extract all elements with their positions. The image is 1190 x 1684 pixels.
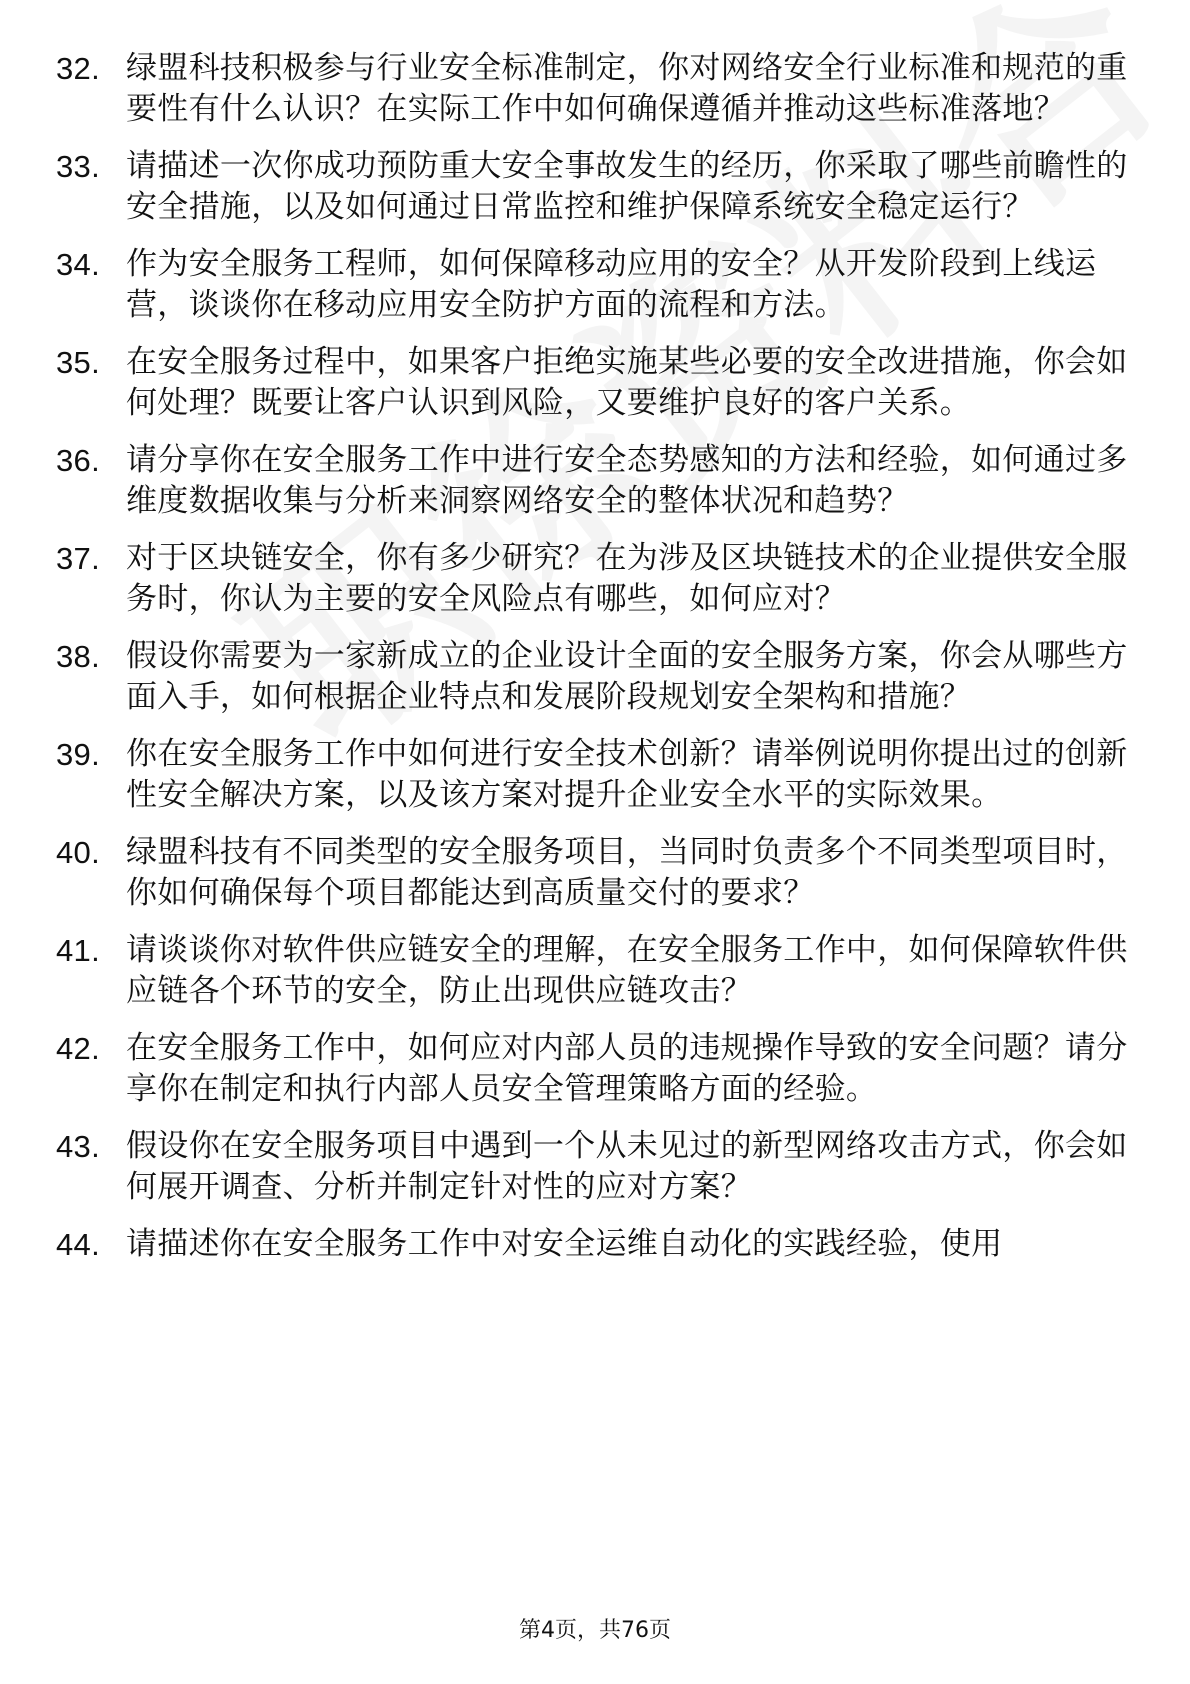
question-text: 对于区块链安全，你有多少研究？在为涉及区块链技术的企业提供安全服务时，你认为主要的安全风险点有哪些，如何应对？	[126, 540, 1128, 617]
question-text: 假设你在安全服务项目中遇到一个从未见过的新型网络攻击方式，你会如何展开调查、分析并制定针对性的应对方案？	[126, 1128, 1128, 1205]
question-text: 绿盟科技有不同类型的安全服务项目，当同时负责多个不同类型项目时，你如何确保每个项目都能达到高质量交付的要求？	[126, 834, 1128, 911]
question-text: 请谈谈你对软件供应链安全的理解，在安全服务工作中，如何保障软件供应链各个环节的安全，防止出现供应链攻击？	[126, 932, 1128, 1009]
question-number: 38.	[56, 639, 100, 674]
question-number: 41.	[56, 933, 100, 968]
question-item	[56, 1224, 1136, 1265]
question-text: 假设你需要为一家新成立的企业设计全面的安全服务方案，你会从哪些方面入手，如何根据企业特点和发展阶段规划安全架构和措施？	[126, 638, 1128, 715]
question-text: 请描述一次你成功预防重大安全事故发生的经历，你采取了哪些前瞻性的安全措施，以及如何通过日常监控和维护保障系统安全稳定运行？	[126, 148, 1128, 225]
question-text: 绿盟科技积极参与行业安全标准制定，你对网络安全行业标准和规范的重要性有什么认识？在实际工作中如何确保遵循并推动这些标准落地？	[126, 50, 1128, 127]
question-number: 37.	[56, 541, 100, 576]
question-item	[56, 734, 1136, 816]
question-item	[56, 538, 1136, 620]
question-item	[56, 440, 1136, 522]
question-number: 40.	[56, 835, 100, 870]
question-text: 在安全服务工作中，如何应对内部人员的违规操作导致的安全问题？请分享你在制定和执行内部人员安全管理策略方面的经验。	[126, 1030, 1128, 1107]
question-number: 44.	[56, 1227, 100, 1262]
question-text: 请描述你在安全服务工作中对安全运维自动化的实践经验，使用	[126, 1226, 1003, 1262]
question-number: 35.	[56, 345, 100, 380]
question-item	[56, 1126, 1136, 1208]
question-item	[56, 146, 1136, 228]
question-number: 39.	[56, 737, 100, 772]
question-item	[56, 832, 1136, 914]
question-text: 作为安全服务工程师，如何保障移动应用的安全？从开发阶段到上线运营，谈谈你在移动应用安全防护方面的流程和方法。	[126, 246, 1097, 323]
question-number: 36.	[56, 443, 100, 478]
question-number: 34.	[56, 247, 100, 282]
question-item	[56, 342, 1136, 424]
question-number: 33.	[56, 149, 100, 184]
question-item	[56, 636, 1136, 718]
question-number: 43.	[56, 1129, 100, 1164]
question-item	[56, 244, 1136, 326]
question-item	[56, 48, 1136, 130]
question-text: 请分享你在安全服务工作中进行安全态势感知的方法和经验，如何通过多维度数据收集与分析来洞察网络安全的整体状况和趋势？	[126, 442, 1128, 519]
question-number: 32.	[56, 51, 100, 86]
question-number: 42.	[56, 1031, 100, 1066]
question-item	[56, 930, 1136, 1012]
question-item	[56, 1028, 1136, 1110]
question-text: 在安全服务过程中，如果客户拒绝实施某些必要的安全改进措施，你会如何处理？既要让客户认识到风险，又要维护良好的客户关系。	[126, 344, 1128, 421]
question-list	[56, 48, 1136, 1281]
question-text: 你在安全服务工作中如何进行安全技术创新？请举例说明你提出过的创新性安全解决方案，以及该方案对提升企业安全水平的实际效果。	[126, 736, 1128, 813]
page-footer: 第4页，共76页	[519, 1618, 671, 1643]
